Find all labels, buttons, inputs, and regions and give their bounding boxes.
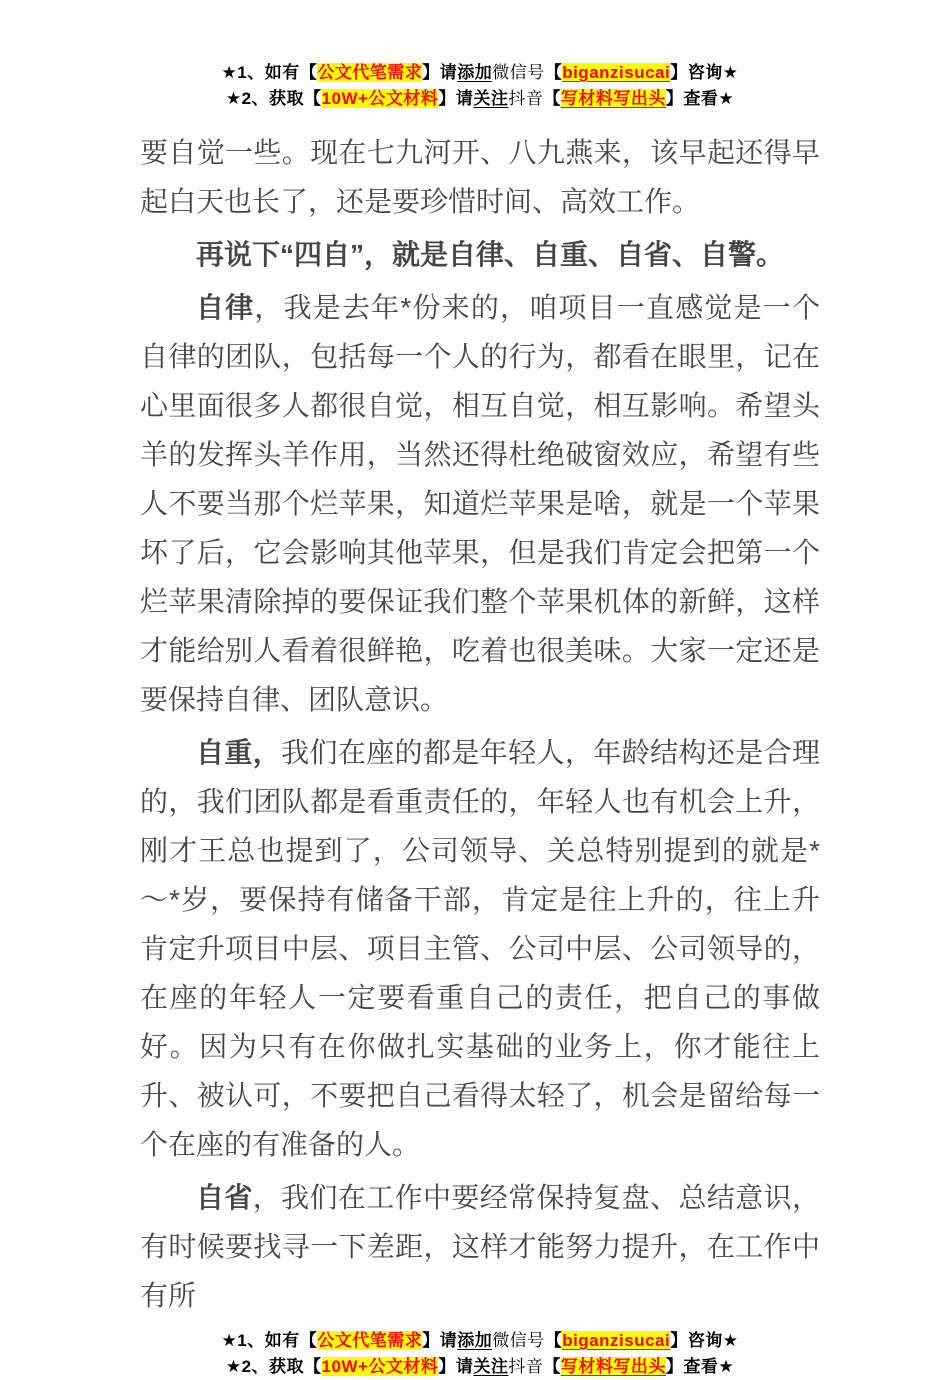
promo-banner-top bbox=[140, 60, 820, 112]
paragraph-text: ，我是去年*份来的，咱项目一直感觉是一个自律的团队，包括每一个人的行为，都看在眼里，记在心里面很多人都很自觉，相互自觉，相互影响。希望头羊的发挥头羊作用，当然还得杜绝破窗效应，希望有些人不要当那个烂苹果，知道烂苹果是啥，就是一个苹果坏了后，它会影响其他苹果，但是我们肯定会把第一个烂苹果清除掉的要保证我们整个苹果机体的新鲜，这样才能给别人看着很鲜艳，吃着也很美味。大家一定还是要保持自律、团队意识。 bbox=[140, 292, 820, 715]
paragraph-text: 再说下“四自”，就是自律、自重、自省、自警。 bbox=[196, 239, 785, 270]
banner-text: 】请 bbox=[422, 63, 458, 82]
banner-text: 抖音 bbox=[508, 1357, 544, 1376]
promo-keyword-materials: 10W+公文材料 bbox=[321, 1357, 439, 1376]
paragraph-lead: 自重， bbox=[196, 737, 282, 768]
banner-text: ★1、如有【 bbox=[221, 63, 318, 82]
paragraph-self-respect bbox=[140, 728, 820, 1169]
banner-text: 微信号 bbox=[492, 63, 545, 82]
banner-text: 】请 bbox=[438, 1357, 474, 1376]
banner-line bbox=[140, 60, 820, 86]
banner-text: 抖音 bbox=[508, 89, 544, 108]
paragraph-text: 我们在座的都是年轻人，年龄结构还是合理的，我们团队都是看重责任的，年轻人也有机会上升，刚才王总也提到了，公司领导、关总特别提到的就是*～*岁，要保持有储备干部，肯定是往上升的，往上升肯定升项目中层、项目主管、公司中层、公司领导的，在座的年轻人一定要看重自己的责任，把自己的事做好。因为只有在你做扎实基础的业务上，你才能往上升、被认可，不要把自己看得太轻了，机会是留给每一个在座的有准备的人。 bbox=[140, 737, 820, 1160]
banner-text: 】咨询★ bbox=[670, 1331, 739, 1350]
banner-text: ★2、获取【 bbox=[225, 89, 322, 108]
heading-four-self bbox=[140, 230, 820, 279]
paragraph-text: 要自觉一些。现在七九河开、八九燕来，该早起还得早起白天也长了，还是要珍惜时间、高效工作。 bbox=[140, 137, 820, 217]
paragraph-text: ，我们在工作中要经常保持复盘、总结意识，有时候要找寻一下差距，这样才能努力提升，在工作中有所 bbox=[140, 1182, 820, 1311]
banner-text: 微信号 bbox=[492, 1331, 545, 1350]
promo-keyword-materials: 10W+公文材料 bbox=[321, 89, 439, 108]
banner-line bbox=[140, 86, 820, 112]
promo-keyword-writing-service: 公文代笔需求 bbox=[317, 63, 423, 82]
banner-text: 】请 bbox=[438, 89, 474, 108]
paragraph-lead: 自律 bbox=[196, 292, 255, 323]
paragraph-self-reflection bbox=[140, 1173, 820, 1320]
paragraph-lead: 自省 bbox=[196, 1182, 253, 1213]
banner-action-add: 添加 bbox=[457, 63, 493, 82]
promo-keyword-writing-service: 公文代笔需求 bbox=[317, 1331, 423, 1350]
banner-action-add: 添加 bbox=[457, 1331, 493, 1350]
banner-text: 】查看★ bbox=[665, 89, 735, 108]
banner-text: 】请 bbox=[422, 1331, 458, 1350]
douyin-id: 写材料写出头 bbox=[560, 1357, 666, 1376]
banner-text: ★1、如有【 bbox=[221, 1331, 318, 1350]
banner-text: 】查看★ bbox=[665, 1357, 735, 1376]
promo-banner-bottom bbox=[140, 1328, 820, 1380]
paragraph-continuation bbox=[140, 128, 820, 226]
wechat-id: biganzisucai bbox=[562, 63, 671, 82]
banner-action-follow: 关注 bbox=[473, 89, 509, 108]
banner-text: 】咨询★ bbox=[670, 63, 739, 82]
banner-text: 【 bbox=[544, 1331, 563, 1350]
banner-line bbox=[140, 1328, 820, 1354]
wechat-id: biganzisucai bbox=[562, 1331, 671, 1350]
document-body bbox=[140, 128, 820, 1320]
banner-text: ★2、获取【 bbox=[225, 1357, 322, 1376]
banner-text: 【 bbox=[543, 1357, 561, 1376]
banner-line bbox=[140, 1354, 820, 1380]
banner-text: 【 bbox=[543, 89, 561, 108]
douyin-id: 写材料写出头 bbox=[560, 89, 666, 108]
banner-action-follow: 关注 bbox=[473, 1357, 509, 1376]
banner-text: 【 bbox=[544, 63, 563, 82]
paragraph-self-discipline bbox=[140, 283, 820, 724]
